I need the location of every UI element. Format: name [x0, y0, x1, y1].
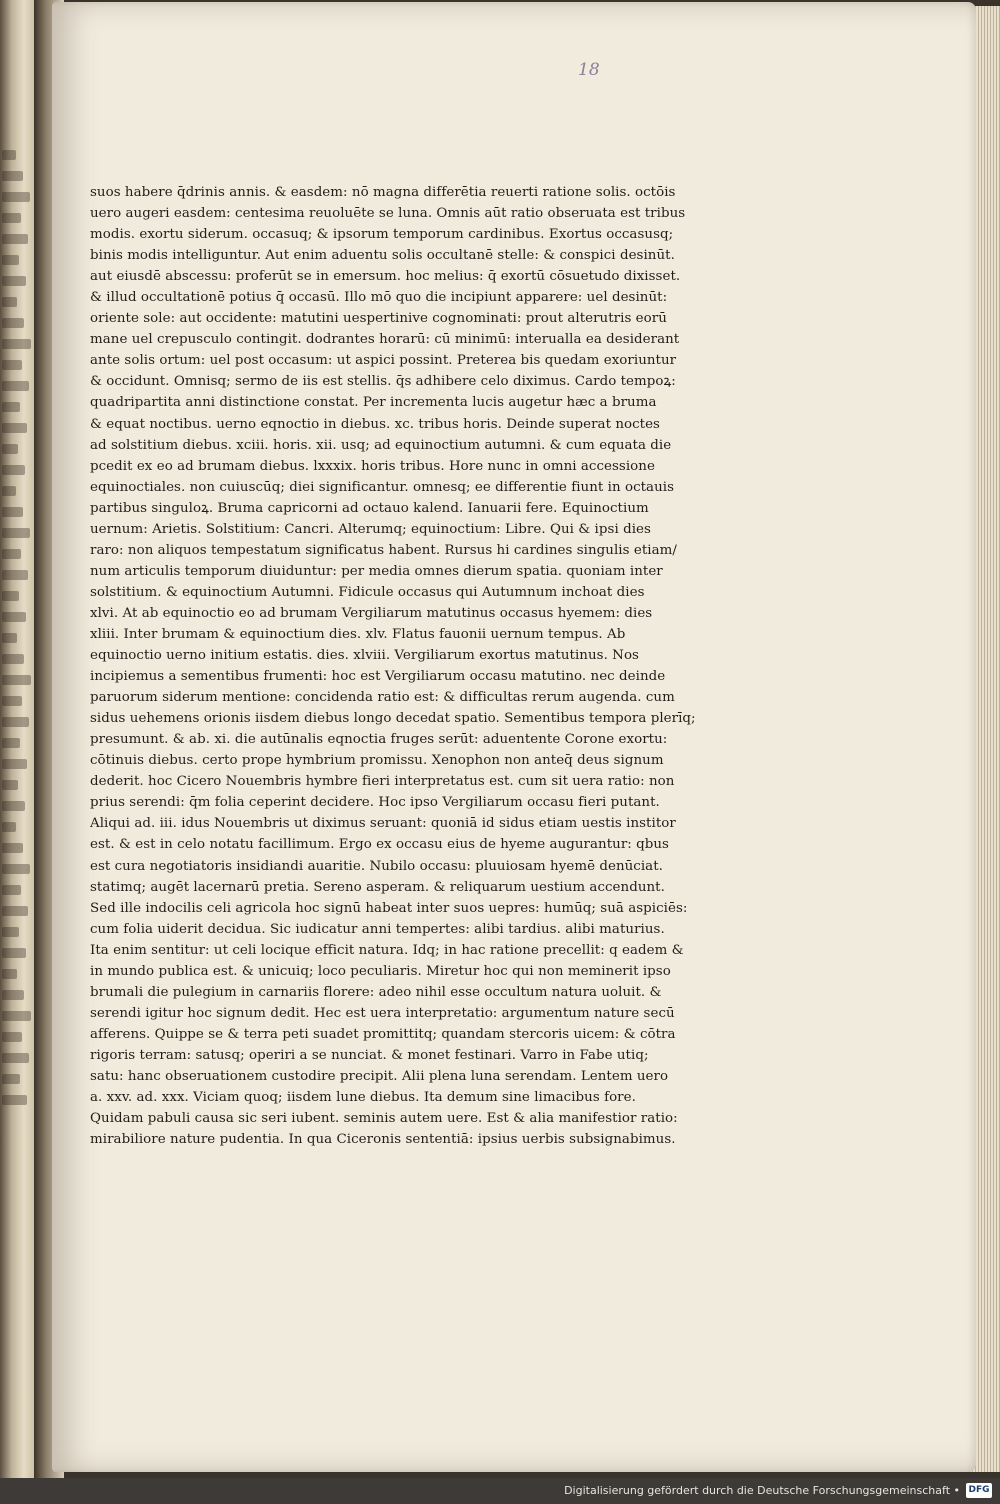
facing-page-text-fragment — [2, 948, 26, 958]
facing-page-text-fragment — [2, 969, 17, 979]
facing-page-text-fragment — [2, 801, 25, 811]
facing-page-text-fragment — [2, 381, 29, 391]
facing-page-text-fragment — [2, 612, 26, 622]
text-line: modis. exortu siderum. occasuq; & ipsorum temporum cardinibus. Exortus occasusq; — [90, 227, 674, 243]
facing-page-text-fragment — [2, 318, 24, 328]
text-line: partibus singuloꝝ. Bruma capricorni ad octauo kalend. Ianuarii fere. Equinoctium — [90, 500, 649, 516]
text-line: equinoctio uerno initium estatis. dies. xlviii. Vergiliarum exortus matutinus. Nos — [90, 648, 639, 664]
text-line: serendi igitur hoc signum dedit. Hec est uera interpretatio: argumentum nature secū — [90, 1005, 675, 1021]
text-line: est. & est in celo notatu facillimum. Ergo ex occasu eius de hyeme augurantur: qbus — [90, 837, 669, 853]
text-line: incipiemus a sementibus frumenti: hoc est Vergiliarum occasu matutino. nec deinde — [90, 669, 666, 685]
facing-page-text-fragment — [2, 570, 28, 580]
text-line: pcedit ex eo ad brumam diebus. lxxxix. horis tribus. Hore nunc in omni accessione — [90, 458, 655, 474]
text-line: est cura negotiatoris insidiandi auaritie. Nubilo occasu: pluuiosam hyemē denūciat. — [90, 858, 663, 874]
facing-page-text-fragment — [2, 885, 21, 895]
text-line: mirabiliore nature pudentia. In qua Ciceronis sententiā: ipsius uerbis subsignabimus. — [90, 1132, 676, 1148]
text-line: presumunt. & ab. xi. die autūnalis eqnoctia fruges serūt: aduentente Corone exortu: — [90, 732, 668, 748]
text-line: mane uel crepusculo contingit. dodrantes horarū: cū minimū: interualla ea desiderant — [90, 332, 680, 348]
text-line: uernum: Arietis. Solstitium: Cancri. Alterumq; equinoctium: Libre. Qui & ipsi dies — [90, 521, 651, 537]
text-line: Aliqui ad. iii. idus Nouembris ut diximus seruant: quoniā id sidus etiam uestis institor — [90, 816, 676, 832]
facing-page-text-fragment — [2, 717, 29, 727]
text-line: xlvi. At ab equinoctio eo ad brumam Vergiliarum matutinus occasus hyemem: dies — [90, 605, 653, 621]
facing-page-text-fragment — [2, 213, 21, 223]
facing-page-edge — [0, 0, 34, 1478]
facing-page-text-fragment — [2, 171, 23, 181]
text-line: sidus uehemens orionis iisdem diebus longo decedat spatio. Sementibus tempora plerīq; — [90, 711, 696, 727]
facing-page-text-fragment — [2, 192, 30, 202]
text-line: & equat noctibus. uerno eqnoctio in diebus. xc. tribus horis. Deinde superat noctes — [90, 416, 660, 432]
footer-bar — [0, 1478, 1000, 1504]
facing-page-text-fragment — [2, 549, 21, 559]
facing-page-text-fragment — [2, 822, 16, 832]
facing-page-text-fragment — [2, 759, 27, 769]
text-line: brumali die pulegium in carnariis florere: adeo nihil esse occultum natura uoluit. & — [90, 984, 662, 1000]
facing-page-text-fragment — [2, 591, 19, 601]
text-line: satu: hanc obseruationem custodire precipit. Alii plena luna serendam. Lentem uero — [90, 1068, 669, 1084]
text-line: solstitium. & equinoctium Autumni. Fidicule occasus qui Autumnum inchoat dies — [90, 584, 645, 600]
facing-page-text-fragment — [2, 864, 30, 874]
text-line: uero augeri easdem: centesima reuoluēte se luna. Omnis aūt ratio obseruata est tribus — [90, 206, 686, 222]
facing-page-text-fragment — [2, 1011, 31, 1021]
text-line: num articulis temporum diuiduntur: per media omnes dierum spatia. quoniam inter — [90, 563, 663, 579]
dfg-logo: DFG — [966, 1483, 992, 1498]
text-line: & illud occultationē potius q̄ occasū. Illo mō quo die incipiunt apparere: uel desinūt: — [90, 290, 668, 306]
facing-page-text-fragment — [2, 906, 28, 916]
text-line: raro: non aliquos tempestatum significatus habent. Rursus hi cardines singulis etiam/ — [90, 542, 677, 558]
facing-page-text-fragment — [2, 423, 27, 433]
text-line: prius serendi: q̄m folia ceperint decidere. Hoc ipso Vergiliarum occasu fieri putant. — [90, 795, 660, 811]
text-line: rigoris terram: satusq; operiri a se nunciat. & monet festinari. Varro in Fabe utiq; — [90, 1047, 649, 1063]
facing-page-text-fragment — [2, 360, 22, 370]
funding-credit: Digitalisierung gefördert durch die Deutsche Forschungsgemeinschaft • — [564, 1484, 960, 1497]
facing-page-text-fragment — [2, 339, 31, 349]
facing-page-text-fragment — [2, 276, 26, 286]
facing-page-text-fragment — [2, 528, 30, 538]
text-line: xliii. Inter brumam & equinoctium dies. xlv. Flatus fauonii uernum tempus. Ab — [90, 626, 626, 642]
facing-page-text-fragment — [2, 843, 23, 853]
facing-page-text-fragment — [2, 255, 19, 265]
facing-page-text-fragment — [2, 402, 20, 412]
text-block — [90, 182, 720, 1150]
text-line: Quidam pabuli causa sic seri iubent. seminis autem uere. Est & alia manifestior ratio: — [90, 1111, 678, 1127]
text-line: a. xxv. ad. xxx. Viciam quoq; iisdem lune diebus. Ita demum sine limacibus fore. — [90, 1090, 636, 1106]
facing-page-text-fragment — [2, 780, 18, 790]
text-line: cum folia uiderit decidua. Sic iudicatur anni tempertes: alibi tardius. alibi maturius. — [90, 921, 665, 937]
text-line: Ita enim sentitur: ut celi locique efficit natura. Idq; in hac ratione precellit: q eadem & — [90, 942, 684, 958]
text-line: quadripartita anni distinctione constat. Per incrementa lucis augetur hæc a bruma — [90, 395, 657, 411]
text-line: equinoctiales. non cuiuscūq; diei significantur. omnesq; ee differentie fiunt in octauis — [90, 479, 675, 495]
text-line: aut eiusdē abscessu: proferūt se in emersum. hoc melius: q̄ exortū cōsuetudo dixisset. — [90, 269, 681, 285]
facing-page-text-fragment — [2, 1095, 27, 1105]
facing-page-text-fragment — [2, 1074, 20, 1084]
folio-number: 18 — [578, 60, 600, 80]
facing-page-text-fragment — [2, 696, 22, 706]
facing-page-text-fragment — [2, 633, 17, 643]
text-line: afferens. Quippe se & terra peti suadet promittitq; quandam stercoris uicem: & cōtra — [90, 1026, 676, 1042]
facing-page-text-fragment — [2, 1032, 22, 1042]
text-line: Sed ille indocilis celi agricola hoc signū habeat inter suos uepres: humūq; suā aspiciēs: — [90, 900, 688, 916]
text-line: statimq; augēt lacernarū pretia. Sereno asperam. & reliquarum uestium accendunt. — [90, 879, 665, 895]
text-line: cōtinuis diebus. certo prope hymbrium promissu. Xenophon non anteq̄ deus signum — [90, 753, 664, 769]
facing-page-text-fragment — [2, 234, 28, 244]
facing-page-text-fragment — [2, 1053, 29, 1063]
facing-page-text-fragment — [2, 465, 25, 475]
text-line: ante solis ortum: uel post occasum: ut aspici possint. Preterea bis quedam exoriuntur — [90, 353, 677, 369]
facing-page-text-fragment — [2, 507, 23, 517]
facing-page-text-fragment — [2, 738, 20, 748]
text-line: in mundo publica est. & unicuiq; loco peculiaris. Miretur hoc qui non meminerit ipso — [90, 963, 671, 979]
facing-page-text-fragment — [2, 675, 31, 685]
text-line: & occidunt. Omnisq; sermo de iis est stellis. q̄s adhibere celo diximus. Cardo tempoꝝ: — [90, 374, 676, 390]
text-line: binis modis intelliguntur. Aut enim aduentu solis occultanē stelle: & conspici desinūt. — [90, 248, 675, 264]
facing-page-text-fragment — [2, 444, 18, 454]
facing-page-text-fragment — [2, 990, 24, 1000]
facing-page-text-fragment — [2, 927, 19, 937]
text-line: suos habere q̄drinis annis. & easdem: nō magna differētia reuerti ratione solis. octōis — [90, 185, 676, 200]
facing-page-text-fragment — [2, 297, 17, 307]
text-line: ad solstitium diebus. xciii. horis. xii. usq; ad equinoctium autumni. & cum equata die — [90, 437, 672, 453]
text-line: oriente sole: aut occidente: matutini uespertinive cognominati: prout alterutris eorū — [90, 311, 667, 327]
facing-page-text-fragment — [2, 654, 24, 664]
text-line: paruorum siderum mentione: concidenda ratio est: & difficultas rerum augenda. cum — [90, 690, 675, 706]
text-line: dederit. hoc Cicero Nouembris hymbre fieri interpretatus est. cum sit uera ratio: non — [90, 774, 675, 790]
facing-page-text-fragment — [2, 486, 16, 496]
facing-page-text-fragment — [2, 150, 16, 160]
